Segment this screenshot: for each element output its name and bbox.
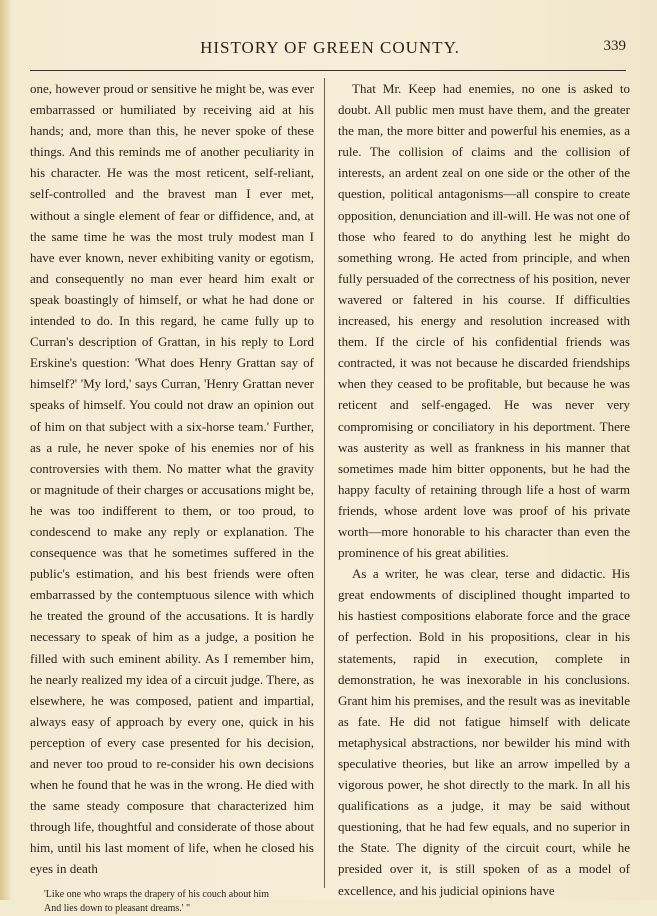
page-number: 339 [603,38,626,54]
quote-line: 'Like one who wraps the drapery of his couch about him [44,888,270,900]
running-title: HISTORY OF GREEN COUNTY. [200,38,460,57]
quote-line: And lies down to pleasant dreams.' " [44,902,191,914]
left-column [30,78,314,916]
page-edge-shadow [0,0,10,900]
poetry-quote [30,888,314,916]
page-header [30,38,630,62]
column-divider [324,78,325,888]
right-column [338,78,630,901]
right-column-paragraph: That Mr. Keep had enemies, no one is asked to doubt. All public men must have them, and the greater the man, the more bitter and powerful his enemies, as a rule. The collision of claims and the collision of interests, an ardent zeal on one side or the other of the question, political antagonisms—all conspire to create opposition, denunciation and ill-will. He was not one of those who feared to do anything lest he might do something wrong. He acted from principle, and when fully persuaded of the correctness of his position, never wavered or faltered in his course. If difficulties increased, his energy and resolution increased with them. If the circle of his confidential friends was contracted, it was not because he discarded friendships when they ceased to be profitable, but because he was reticent and self-engaged. He was never very compromising or conciliatory in his deportment. There was austerity as well as frankness in his manner that sometimes made him bitter opponents, but he had the happy faculty of retaining through life a host of warm friends, whose ardent love was proof of his private worth—more honorable to his character than even the prominence of his great abilities. [338,81,630,561]
left-column-paragraph: one, however proud or sensitive he might be, was ever embarrassed or humiliated by receiving aid at his hands; and, more than this, he never spoke of these things. And this reminds me of another peculiarity in his character. He was the most reticent, self-reliant, self-controlled and the bravest man I ever met, without a single element of fear or diffidence, and, at the same time he was the most truly modest man I have ever known, never exhibiting vanity or egotism, and consequently no man ever heard him exalt or speak boastingly of himself, or what he had done or intended to do. In this regard, he came fully up to Curran's description of Grattan, in his reply to Lord Erskine's question: 'What does Henry Grattan say of himself?' 'My lord,' says Curran, 'Henry Grattan never speaks of himself. You could not draw an opinion out of him on that subject with a six-horse team.' Further, as a rule, he never spoke of his enemies nor of his controversies with them. No matter what the gravity or magnitude of their charges or accusations might be, he was too indifferent to them, or too proud, to condescend to make any reply or explanation. The consequence was that he sometimes suffered in the public's estimation, and his best friends were often embarrassed by the contemptuous silence with which he treated the ground of the accusations. It is hardly necessary to speak of him as a judge, a position he filled with such eminent ability. As I remember him, he nearly realized my idea of a circuit judge. There, as elsewhere, he was composed, patient and impartial, always easy of approach by every one, quick in his perception of every case presented for his decision, and never too proud to re-consider his own decisions when he found that he was in the wrong. He died with the same steady composure that characterized him through life, thoughtful and considerate of those about him, until his last moment of life, when he closed his eyes in death [30,81,314,877]
header-rule [30,70,626,71]
right-column-paragraph: As a writer, he was clear, terse and didactic. His great endowments of disciplined thought imparted to his hastiest compositions elaborate force and the grace of perfection. Bold in his propositions, clear in his statements, rapid in execution, complete in demonstration, he was inexorable in his conclusions. Grant him his premises, and the result was as inevitable as fate. He did not fatigue himself with delicate metaphysical abstractions, nor bewilder his mind with speculative theories, but like an arrow impelled by a vigorous power, he shot directly to the mark. In all his qualifications as a judge, it may be said without questioning, that he had few equals, and no superior in the State. The dignity of the circuit court, while he presided over it, is still spoken of as a model of excellence, and his judicial opinions have [338,566,630,898]
